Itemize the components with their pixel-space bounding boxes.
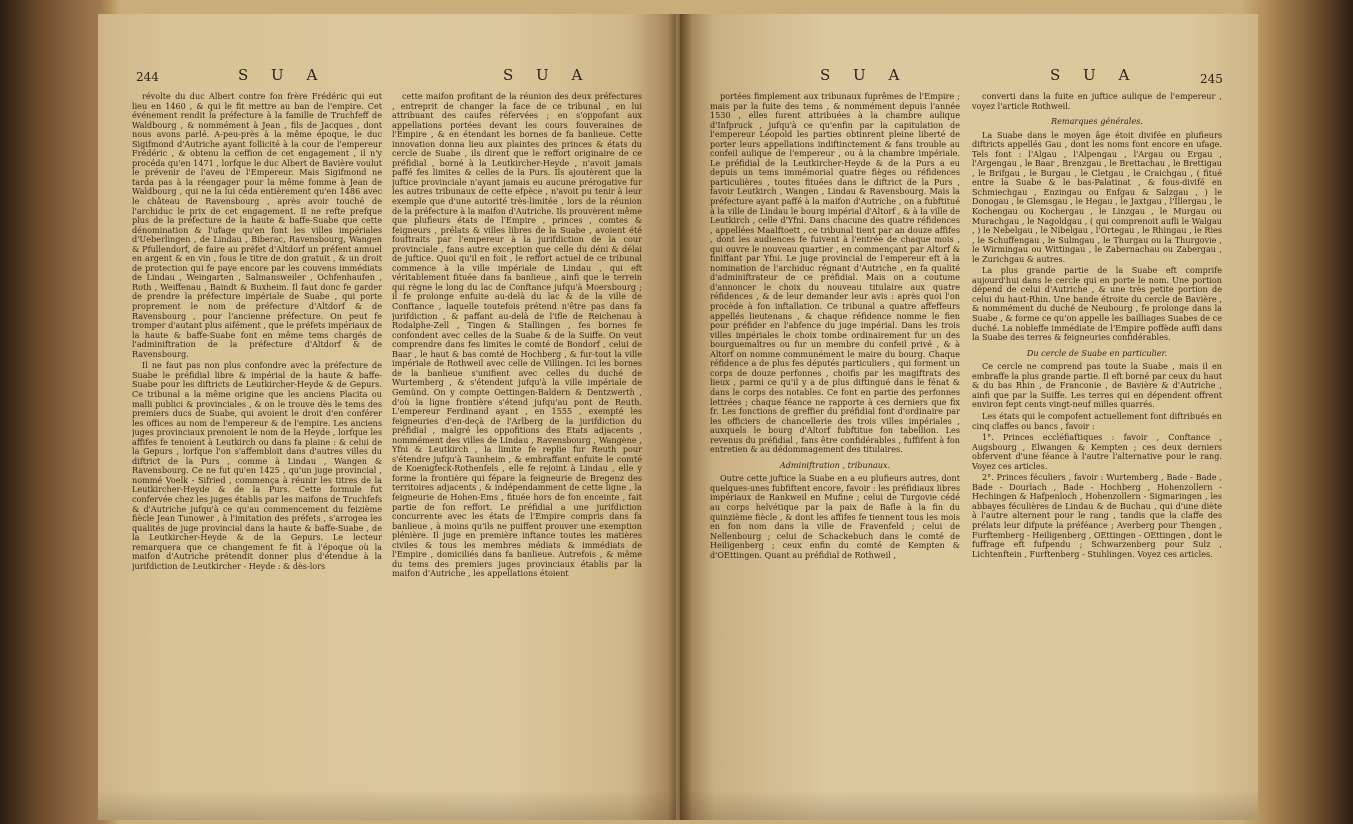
paragraph: La plus grande partie de la Suabe eft comprife aujourd'hui dans le cercle qui en porte le nom. Une portion dépend de celui d'Autriche , & une très petite portion de celui du haut-Rhin. Une bande étroite du cercle de Bavière , & nommément du duché de Neubourg , fe prolonge dans la Suabe , & forme ce qu'on appelle les bailliages Suabes de ce duché. La nobleffe immédiate de l'Empire poffède auffi dans la Suabe des terres & feigneuries confidérables. [972, 265, 1222, 343]
paragraph: portées fimplement aux tribunaux fuprêmes de l'Empire ; mais par la fuite des tems , & nommément depuis l'année 1530 , elles furent attribuées à la chambre aulique d'Infpruck , jufqu'à ce qu'enfin par la capitulation de l'empereur Léopold les parties obtinrent pleine liberté de porter leurs appellations indiftinctement & fans trouble au confeil aulique de l'empereur , ou à la chambre impériale. Le préfidial de la Leutkircher-Heyde & de la Purs a eu depuis un tems immémorial quatre fièges ou réfidences particulières , toutes fituées dans le diftrict de la Purs , favoir Leutkirch , Wangen , Lindau & Ravensbourg. Mais la préfecture ayant paffé à la maifon d'Autriche , on a fubftitué à la ville de Lindau le bourg impérial d'Altorf , & à la ville de Leutkirch , celle d'Yfni. Dans chacune des quatre réfidences , appellées Maalftoett , ce tribunal tient par an douze affifes , dont les audiences fe fuivent à l'entrée de chaque mois , qui ouvre le nouveau quartier , en commençant par Altorf & finiffant par Yfni. Le juge provincial de l'empereur eft à la nomination de l'archiduc régnant d'Autriche , en fa qualité d'adminiftrateur de ce préfidial. Mais on a coutume d'annoncer le choix du nouveau titulaire aux quatre réfidences , & de leur demander leur avis : après quoi l'on procède à fon inftallation. Ce tribunal a quatre affeffeurs appellés lieutenans , & chaque réfidence nomme le fien pour préfider en l'abfence du juge impérial. Dans les trois villes impériales le choix tombe ordinairement fur un des bourguemaîtres ou fur un membre du confeil privé , & à Altorf on nomme communément le maire du bourg. Chaque réfidence a de plus fes députés particuliers , qui forment un corps de douze perfonnes , choifis par les magiftrats des lieux , parmi ce qu'il y a de plus diftingué dans le fénat & dans le corps des notables. Ce font en partie des perfonnes lettrées ; chaque féance ne rapporte à ces derniers que fix fr. Les fonctions de greffier du préfidial font d'ordinaire par les officiers de chancellerie des trois villes impériales , auxquels le bourg d'Altorf fubftitue fon tabellion. Les revenus du préfidial , fans être confidérables , fuffifent à fon entretien & au dédommagement des titulaires. [710, 92, 960, 455]
left-column-1 [132, 92, 382, 792]
right-column-1 [710, 92, 960, 792]
paragraph: Outre cette juftice la Suabe en a eu plufieurs autres, dont quelques-unes fubfiftent encore, favoir : les préfidiaux libres impériaux de Rankweil en Mufine ; celui de Turgovie cédé au corps helvétique par la paix de Bafle à la fin du quinzième fiècle , & dont les affifes fe tiennent tous les mois en fon nom dans la ville de Fravenfeld ; celui de Nellenbourg ; celui de Schackebuch dans le comté de Heiligenberg ; ceux enfin du comté de Kempten & d'OEttingen. Quant au préfidial de Rothweil , [710, 473, 960, 560]
left-head-word-2: S U A [503, 66, 592, 84]
left-column-2 [392, 92, 642, 792]
paragraph: Ce cercle ne comprend pas toute la Suabe , mais il en embraffe la plus grande partie. Il eft borné par ceux du haut & du bas Rhin , de Franconie , de Bavière & d'Autriche , ainfi que par la Suiffe. Les terres qui en dépendent offrent environ fept cents vingt-neuf milles quarrés. [972, 361, 1222, 410]
left-page [98, 14, 676, 820]
right-column-2 [972, 92, 1222, 792]
paragraph: révolte du duc Albert contre fon frère Frédéric qui eut lieu en 1460 , & qui le fit mettre au ban de l'empire. Cet événement rendit la préfecture à la famille de Truchfeff de Waldbourg , & nommément à Jean , fils de Jacques , dont nous avons parlé. A-peu-près à la même époque, le duc Sigifmond d'Autriche ayant follicité à la cour de l'empereur Frédéric , & obtenu la ceffion de cet engagement , il n'y procéda qu'en 1471 , lorfque le duc Albert de Bavière voulut le prévenir de l'aveu de l'Empereur. Mais Sigifmond ne tarda pas à la réengager pour la même fomme à Jean de Waldbourg , qui ne la lui céda entièrement qu'en 1486 avec le château de Ravensbourg , après avoir touché de l'archiduc le prix de cet engagement. Il ne refte prefque plus de la préfecture de la haute & baffe-Suabe que cette dénomination & l'ufage qu'en font les villes impériales d'Ueberlingen , de Lindau , Biberac, Ravensbourg, Wangen & Pfullendorf, de faire au préfet d'Altdorf un préfent annuel en argent & en vin , fous le titre de don gratuit , & un droit de protection qui fe paye encore par les couvens immédiats de Lindau , Weingarten , Salmansweiler , Ochfenhaufen , Roth , Weiffenau , Baindt & Buxheim. Il faut donc fe garder de prendre la préfecture impériale de Suabe , qui porte proprement le nom de préfecture d'Altdorf & de Ravensbourg , pour l'ancienne préfecture. On peut fe tromper d'autant plus aifément , que le préfets impériaux de la haute & baffe-Suabe font en même tems chargés de l'adminiftration de la préfecture d'Altdorf & de Ravensbourg. [132, 92, 382, 359]
paragraph: converti dans la fuite en juftice aulique de l'empereur , voyez l'article Rothweil. [972, 92, 1222, 111]
right-page-number: 245 [1200, 72, 1223, 86]
paragraph: cette maifon profitant de la réunion des deux préfectures , entreprit de changer la face de ce tribunal , en lui attribuant des caufes réfervées ; en s'oppofant aux appellations portées devant les cours fouveraines de l'Empire , & en étendant les bornes de fa banlieue. Cette innovation donna lieu aux plaintes des princes & états du cercle de Suabe , ils dirent que le reffort originaire de ce préfidial , borné à la Leutkircher-Heyde , n'avoit jamais paffé fes limites & celles de la Purs. Ils ajoutèrent que la juftice provinciale n'ayant jamais eu aucune prérogative fur les autres tribunaux de cette efpèce , n'avoit pu tenir à leur exemple que d'une autorité très-limitée , lors de la réunion de la préfecture à la maifon d'Autriche. Ils prouvèrent même que plufieurs états de l'Empire , princes , comtes & feigneurs , prélats & villes libres de la Suabe , avoient été fouftraits par l'empereur à la jurifdiction de la cour provinciale , fans autre exception que celle du déni & délai de juftice. Quoi qu'il en foit , le reffort actuel de ce tribunal commence à la ville impériale de Lindau , qui eft véritablement fituée dans fa banlieue , ainfi que le terrein qui règne le long du lac de Conftance jufqu'à Moersbourg ; il fe prolonge enfuite au-delà du lac & de la ville de Conftance , laquelle toutefois prétend n'être pas dans fa jurifdiction , & paffant au-delà de l'ifle de Reichenau à Rodalphe-Zell , Tingen & Stallingen , fes bornes fe confondent avec celles de la Suabe & de la Suiffe. On veut comprendre dans fes limites le comté de Bondorf , celui de Baar , le haut & bas comté de Hochberg , & fur-tout la ville impériale de Rothweil avec celle de Villingen. Ici les bornes de la banlieue s'unifient avec celles du duché de Wurtemberg , & s'étendent jufqu'à la ville impériale de Gemünd. On y compte Oettingen-Baldern & Dentzwerth , d'où la ligne frontière s'étend jufqu'au pont de Reuth. L'empereur Ferdinand ayant , en 1555 , exempté les feigneuries d'en-deçà de l'Arlberg de la jurifdiction du préfidial , malgré les oppofitions des Etats adjacents , nommément des villes de Lindau , Ravensbourg , Wangène , Yfni & Leutkirch , la limite fe replie fur Reuth pour s'étendre jufqu'à Taunheim , & embraffant enfuite le comté de Koenigfeck-Rothenfels , elle fe rejoint à Lindau , elle y forme la frontière qui fépare la feigneurie de Bregenz des territoires adjacents , & indépendamment de cette ligne , la feigneurie de Hohen-Ems , fituée hors de fon enceinte , fait partie de fon reffort. Le préfidial a une jurifdiction concurrente avec les états de l'Empire compris dans fa banlieue , à moins qu'ils ne puiffent prouver une exemption plénière. Il juge en première inftance toutes les matières civiles & tous les membres médiats & immédiats de l'Empire , domiciliés dans fa banlieue. Autrefois , & même du tems des premiers juges provinciaux établis par la maifon d'Autriche , les appellations étoient [392, 92, 642, 579]
right-head-word-1: S U A [820, 66, 909, 84]
section-heading: Du cercle de Suabe en particulier. [1026, 347, 1168, 358]
open-book [98, 14, 1258, 820]
right-page [680, 14, 1258, 820]
paragraph: 2°. Princes féculiers , favoir : Wurtemberg , Bade - Bade , Bade - Dourlach , Bade - Hochberg , Hohenzollern - Hechingen & Hafpenloch , Hohenzollern - Sigmaringen , les abbayes féculières de Lindau & de Buchau , qui d'une diète à l'autre alternent pour le rang , tandis que la claffe des prélats leur difpute la préféance ; Averberg pour Thengen , Furftemberg - Heiligenberg , OEttingen - OEttingen , dont le fuffrage eft fufpendu ; Schwarzenberg pour Sulz , Lichtenftein , Furftenberg - Stuhlingen. Voyez ces articles. [972, 472, 1222, 559]
paragraph: 1°. Princes eccléfiaftiques : favoir , Conftance , Augsbourg , Elwangen & Kempten ; ces deux derniers obfervent d'une féance à l'autre l'alternative pour le rang. Voyez ces articles. [972, 432, 1222, 471]
left-page-number: 244 [136, 70, 159, 84]
section-heading: Adminiftration , tribunaux. [779, 459, 891, 470]
book-edge-right [1243, 0, 1353, 824]
right-head-word-2: S U A [1050, 66, 1139, 84]
right-running-head [680, 66, 1258, 88]
paragraph: La Suabe dans le moyen âge étoit divifée en plufieurs diftricts appellés Gau , dont les noms font encore en ufage. Tels font : l'Algau , l'Alpengau , l'Argau ou Ergau , l'Argengau , le Baar , Brenzgau , le Brettachau , le Brettigau , le Brifgau , le Burgau , le Cletgau , le Craichgau , ( fitué entre la Suabe & le bas-Palatinat , & fous-divifé en Schmiechgau , Enzingau ou Enfgau & Salzgau , ) le Donogau , le Glemsgau , le Hegau , le Jaxtgau , l'Illergau , le Kochengau ou Kochergau , le Linzgau , le Murgau ou Murachgau , le Nagoldgau , ( qui comprenoit aufli le Walgau , ) le Nebelgau , le Nibelgau , l'Ortegau , le Rhingau , le Ries , le Schuffengau , le Sulmgau , le Thurgau ou la Thurgovie , le Wirmingau ou Wittingau , le Zabernachau ou Zabergau , le Zurichgau & autres. [972, 129, 1222, 264]
paragraph: Les états qui le compofent actuellement font diftribués en cinq claffes ou bancs , favoir : [972, 410, 1222, 431]
left-running-head [98, 66, 676, 88]
book-gutter [668, 14, 692, 820]
section-heading: Remarques générales. [1051, 116, 1143, 127]
left-head-word-1: S U A [238, 66, 327, 84]
page-shadow [98, 790, 676, 820]
paragraph: Il ne faut pas non plus confondre avec la préfecture de Suabe le préfidial libre & impérial de la haute & baffe-Suabe pour les diftricts de Leutkircher-Heyde & de Gepurs. Ce tribunal a la même origine que les anciens Placita ou malli publici & provinciales , & on le trouve dès le tems des premiers ducs de Suabe, qui avoient le droit d'en conférer les offices au nom de l'empereur & de l'empire. Les anciens juges provinciaux prenoient le nom de la Heyde , lorfque les affifes fe tenoient à Leutkirch ou dans fa plaine : & celui de la Gepurs , lorfque l'on s'affembloit dans d'autres villes du diftrict de la Purs , comme à Lindau , Wangen & Ravensbourg. Ce ne fut qu'en 1425 , qu'un juge provincial , nommé Voelk - Sifried , commença à réunir les titres de la Leutkircher-Heyde & de la Purs. Cette formule fut confervée chez les juges établis par les maifons de Truchfefs & d'Autriche jufqu'à ce qu'au commencement du feizième fiècle Jean Tunower , à l'imitation des préfets , s'arrogea les qualités de juge provincial dans la haute & baffe-Suabe , de la Leutkircher-Heyde & de la Gepurs. Le lecteur remarquera que ce changement fe fit à l'époque où la maifon d'Autriche prétendit donner plus d'étendue à la jurifdiction de Leutkircher - Heyde : & dès-lors [132, 360, 382, 571]
page-shadow [680, 790, 1258, 820]
